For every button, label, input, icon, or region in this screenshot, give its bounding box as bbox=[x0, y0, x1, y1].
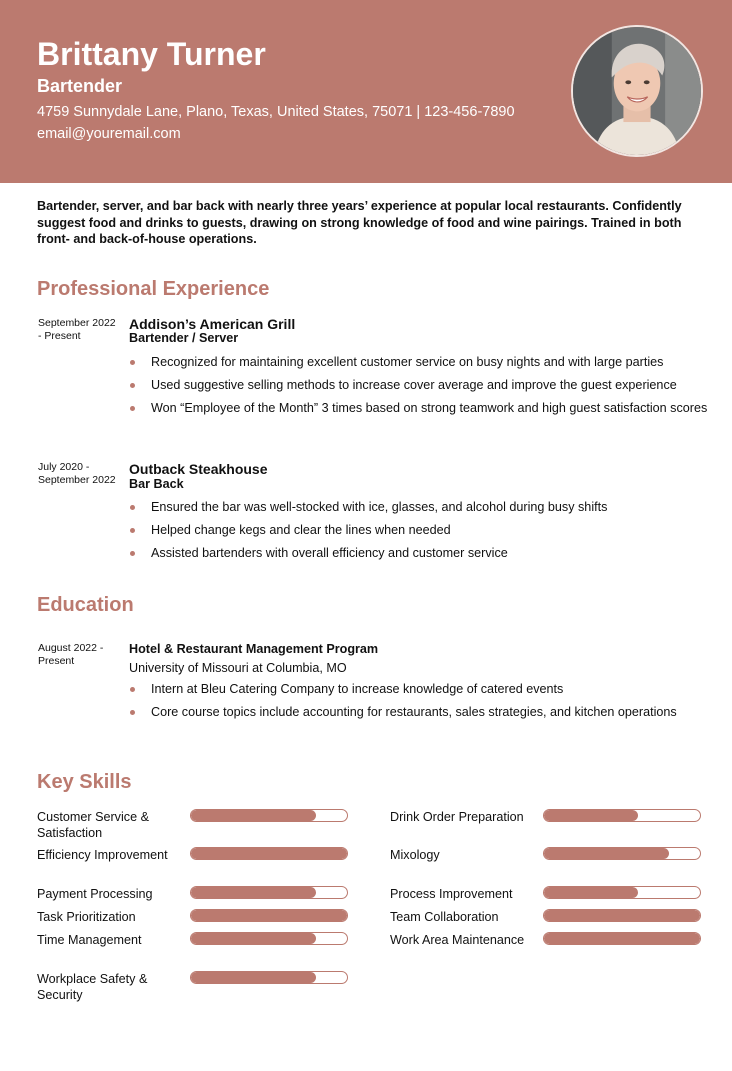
skill-bar bbox=[543, 909, 701, 922]
skill-bar-fill bbox=[191, 810, 316, 821]
list-item: Recognized for maintaining excellent customer service on busy nights and with large parties bbox=[129, 354, 709, 370]
candidate-name: Brittany Turner bbox=[37, 36, 266, 72]
list-item: Used suggestive selling methods to increase cover average and improve the guest experience bbox=[129, 377, 709, 393]
skill-label: Team Collaboration bbox=[390, 910, 499, 924]
section-heading-education: Education bbox=[37, 594, 134, 616]
job-role: Bar Back bbox=[129, 477, 184, 491]
skill-bar-fill bbox=[544, 810, 638, 821]
skill-bar-fill bbox=[544, 910, 700, 921]
section-heading-skills: Key Skills bbox=[37, 771, 132, 793]
job-date: September 2022 - Present bbox=[38, 317, 116, 342]
list-item: Won “Employee of the Month” 3 times based on strong teamwork and high guest satisfaction scores bbox=[129, 400, 709, 416]
skill-bar bbox=[190, 847, 348, 860]
education-date: August 2022 - Present bbox=[38, 642, 104, 667]
skill-label: Time Management bbox=[37, 933, 142, 947]
profile-photo bbox=[571, 25, 703, 157]
skill-bar-fill bbox=[191, 910, 347, 921]
education-bullets bbox=[129, 681, 709, 720]
skill-label: Customer Service & Satisfaction bbox=[37, 810, 149, 840]
professional-summary: Bartender, server, and bar back with nearly three years’ experience at popular local restaurants. Confidently suggest food and drinks to guests, drawing on strong knowledge of food and wine pairings. Trained in both front- and back-of-house operations. bbox=[37, 199, 682, 246]
list-item: Ensured the bar was well-stocked with ice, glasses, and alcohol during busy shifts bbox=[129, 499, 709, 515]
job-bullets bbox=[129, 499, 709, 561]
skill-bar-fill bbox=[191, 972, 316, 983]
section-heading-experience: Professional Experience bbox=[37, 278, 270, 300]
job-employer: Addison’s American Grill bbox=[129, 316, 296, 332]
skill-bar bbox=[190, 909, 348, 922]
skill-bar bbox=[543, 809, 701, 822]
header-banner bbox=[0, 0, 732, 183]
skill-label: Work Area Maintenance bbox=[390, 933, 525, 947]
skill-bar-fill bbox=[544, 933, 700, 944]
skill-label: Workplace Safety & Security bbox=[37, 972, 148, 1002]
job-bullets bbox=[129, 354, 709, 416]
candidate-title: Bartender bbox=[37, 76, 123, 96]
contact-email: email@youremail.com bbox=[37, 126, 181, 142]
profile-photo-image bbox=[573, 27, 701, 155]
skill-bar-fill bbox=[191, 933, 316, 944]
skill-label: Efficiency Improvement bbox=[37, 848, 168, 862]
skill-bar bbox=[190, 932, 348, 945]
skill-label: Task Prioritization bbox=[37, 910, 136, 924]
skill-bar-fill bbox=[544, 887, 638, 898]
skill-bar bbox=[543, 886, 701, 899]
skill-bar bbox=[543, 847, 701, 860]
education-program: Hotel & Restaurant Management Program bbox=[129, 642, 379, 656]
skill-label: Drink Order Preparation bbox=[390, 810, 524, 824]
education-school: University of Missouri at Columbia, MO bbox=[129, 661, 347, 675]
job-employer: Outback Steakhouse bbox=[129, 461, 268, 477]
contact-address: 4759 Sunnydale Lane, Plano, Texas, United States, 75071 | 123-456-7890 bbox=[37, 104, 515, 120]
skill-label: Payment Processing bbox=[37, 887, 153, 901]
skill-label: Process Improvement bbox=[390, 887, 513, 901]
list-item: Helped change kegs and clear the lines when needed bbox=[129, 522, 709, 538]
job-date: July 2020 - September 2022 bbox=[38, 461, 116, 486]
list-item: Core course topics include accounting for restaurants, sales strategies, and kitchen operations bbox=[129, 704, 709, 720]
skill-bar bbox=[190, 886, 348, 899]
skill-label: Mixology bbox=[390, 848, 440, 862]
job-role: Bartender / Server bbox=[129, 331, 239, 345]
list-item: Intern at Bleu Catering Company to increase knowledge of catered events bbox=[129, 681, 709, 697]
list-item: Assisted bartenders with overall efficiency and customer service bbox=[129, 545, 709, 561]
skill-bar-fill bbox=[191, 848, 347, 859]
skill-bar-fill bbox=[191, 887, 316, 898]
skill-bar bbox=[543, 932, 701, 945]
skill-bar bbox=[190, 809, 348, 822]
skill-bar-fill bbox=[544, 848, 669, 859]
skill-bar bbox=[190, 971, 348, 984]
